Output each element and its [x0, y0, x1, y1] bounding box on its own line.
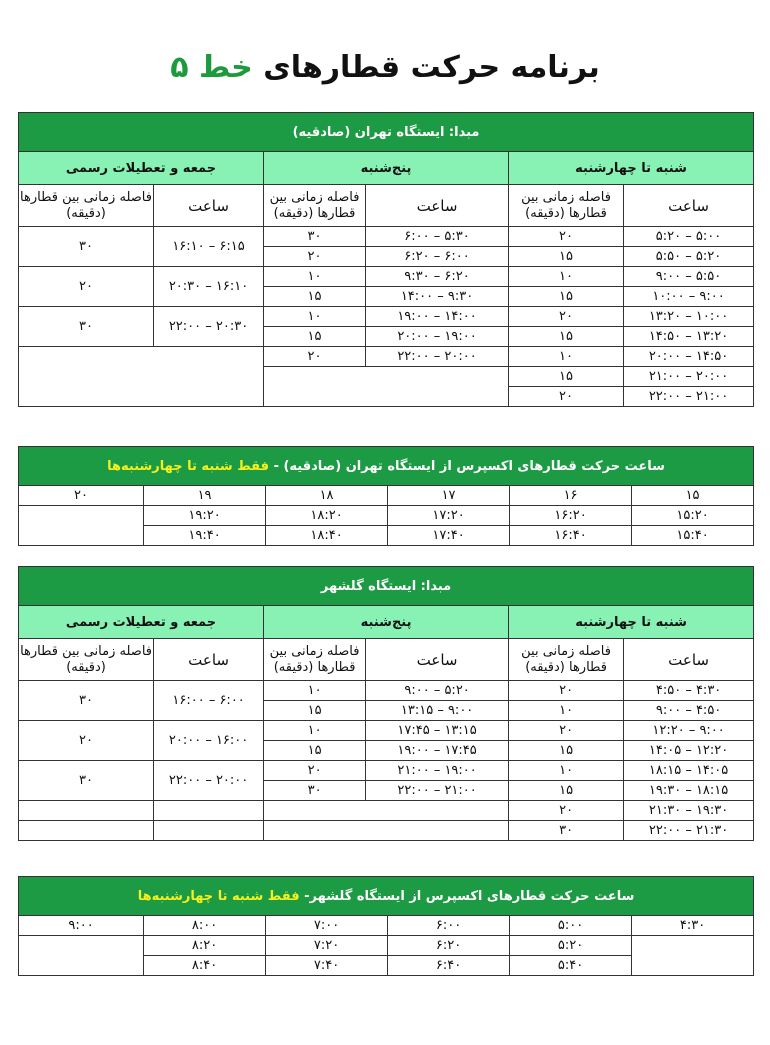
holiday-time: ۲۰:۳۰ – ۲۲:۰۰: [154, 307, 264, 347]
thursday-time: ۹:۳۰ – ۱۴:۰۰: [366, 287, 509, 307]
express-time: ۵:۴۰: [510, 956, 632, 976]
weekday-interval: ۲۰: [509, 801, 624, 821]
tehran-express-header: [19, 447, 754, 486]
title-text: برنامه حرکت قطارهای: [263, 50, 600, 85]
thursday-time: ۹:۰۰ – ۱۳:۱۵: [366, 701, 509, 721]
weekday-interval: ۱۵: [509, 287, 624, 307]
golshahr-express-table: [18, 876, 754, 976]
thursday-time: ۵:۳۰ – ۶:۰۰: [366, 227, 509, 247]
holiday-interval: ۲۰: [19, 721, 154, 761]
weekday-interval: ۲۰: [509, 681, 624, 701]
group-weekday: شنبه تا چهارشنبه: [509, 606, 754, 639]
title-line-number: خط ۵: [170, 50, 253, 85]
empty-cell: [19, 821, 154, 841]
col-time: ساعت: [366, 185, 509, 227]
group-weekday: شنبه تا چهارشنبه: [509, 152, 754, 185]
table-row: [19, 681, 754, 701]
holiday-time: ۲۰:۰۰ – ۲۲:۰۰: [154, 761, 264, 801]
thursday-interval: ۱۰: [264, 681, 366, 701]
golshahr-schedule-table: [18, 566, 754, 841]
empty-cell: [19, 347, 264, 407]
page-title: [0, 50, 770, 85]
weekday-time: ۵:۲۰ – ۵:۵۰: [624, 247, 754, 267]
table-row: [19, 227, 754, 247]
thursday-interval: ۱۰: [264, 307, 366, 327]
express-time: ۱۸:۴۰: [266, 526, 388, 546]
group-thursday: پنج‌شنبه: [264, 606, 509, 639]
holiday-interval: ۳۰: [19, 307, 154, 347]
thursday-interval: ۱۵: [264, 327, 366, 347]
holiday-time: ۶:۰۰ – ۱۶:۰۰: [154, 681, 264, 721]
thursday-time: ۲۰:۰۰ – ۲۲:۰۰: [366, 347, 509, 367]
weekday-time: ۱۴:۰۵ – ۱۸:۱۵: [624, 761, 754, 781]
table-row: [19, 821, 754, 841]
holiday-interval: ۳۰: [19, 227, 154, 267]
weekday-time: ۴:۳۰ – ۴:۵۰: [624, 681, 754, 701]
table-row: [19, 506, 754, 526]
express-time: ۶:۲۰: [388, 936, 510, 956]
thursday-time: ۱۴:۰۰ – ۱۹:۰۰: [366, 307, 509, 327]
thursday-interval: ۱۰: [264, 267, 366, 287]
group-holiday: جمعه و تعطیلات رسمی: [19, 606, 264, 639]
col-time: ساعت: [154, 639, 264, 681]
thursday-interval: ۱۵: [264, 287, 366, 307]
express-note: فقط شنبه تا چهارشنبه‌ها: [137, 888, 300, 904]
empty-cell: [154, 821, 264, 841]
col-interval: فاصله زمانی بین قطارها (دقیقه): [19, 185, 154, 227]
col-time: ساعت: [366, 639, 509, 681]
tehran-express-table: [18, 446, 754, 546]
holiday-time: ۱۶:۱۰ – ۲۰:۳۰: [154, 267, 264, 307]
express-title: ساعت حرکت قطارهای اکسپرس از ایستگاه تهران (صادقیه) -: [273, 458, 665, 474]
weekday-time: ۵:۵۰ – ۹:۰۰: [624, 267, 754, 287]
weekday-interval: ۱۵: [509, 367, 624, 387]
express-hour: ۱۵: [632, 486, 754, 506]
thursday-interval: ۲۰: [264, 761, 366, 781]
holiday-interval: ۳۰: [19, 761, 154, 801]
table-row: [19, 936, 754, 956]
express-time: ۱۶:۲۰: [510, 506, 632, 526]
weekday-interval: ۳۰: [509, 821, 624, 841]
empty-cell: [264, 367, 509, 407]
weekday-interval: ۱۰: [509, 267, 624, 287]
thursday-time: ۶:۰۰ – ۶:۲۰: [366, 247, 509, 267]
express-time: ۹:۰۰: [19, 916, 144, 936]
holiday-interval: ۳۰: [19, 681, 154, 721]
express-hour: ۲۰: [19, 486, 144, 506]
table-row: [19, 347, 754, 367]
thursday-time: ۶:۲۰ – ۹:۳۰: [366, 267, 509, 287]
thursday-time: ۱۹:۰۰ – ۲۰:۰۰: [366, 327, 509, 347]
col-interval: فاصله زمانی بین قطارها (دقیقه): [509, 185, 624, 227]
express-time: ۷:۰۰: [266, 916, 388, 936]
weekday-interval: ۱۵: [509, 327, 624, 347]
express-time: ۸:۴۰: [144, 956, 266, 976]
weekday-interval: ۱۵: [509, 741, 624, 761]
golshahr-origin-header: مبدا: ایستگاه گلشهر: [19, 567, 754, 606]
empty-cell: [154, 801, 264, 821]
weekday-time: ۵:۰۰ – ۵:۲۰: [624, 227, 754, 247]
col-interval: فاصله زمانی بین قطارها (دقیقه): [264, 185, 366, 227]
weekday-interval: ۱۵: [509, 247, 624, 267]
weekday-time: ۱۸:۱۵ – ۱۹:۳۰: [624, 781, 754, 801]
express-time: ۵:۰۰: [510, 916, 632, 936]
table-row: [19, 721, 754, 741]
weekday-time: ۱۰:۰۰ – ۱۳:۲۰: [624, 307, 754, 327]
thursday-interval: ۲۰: [264, 247, 366, 267]
holiday-time: ۱۶:۰۰ – ۲۰:۰۰: [154, 721, 264, 761]
empty-cell: [19, 801, 154, 821]
express-hour: ۱۸: [266, 486, 388, 506]
thursday-time: ۱۷:۴۵ – ۱۹:۰۰: [366, 741, 509, 761]
table-row: [19, 486, 754, 506]
express-time: ۶:۴۰: [388, 956, 510, 976]
express-note: فقط شنبه تا چهارشنبه‌ها: [107, 458, 270, 474]
express-time: ۱۷:۴۰: [388, 526, 510, 546]
weekday-time: ۲۱:۰۰ – ۲۲:۰۰: [624, 387, 754, 407]
express-time: ۱۵:۴۰: [632, 526, 754, 546]
weekday-interval: ۲۰: [509, 307, 624, 327]
col-interval: فاصله زمانی بین قطارها (دقیقه): [509, 639, 624, 681]
tehran-origin-header: مبدا: ایستگاه تهران (صادقیه): [19, 113, 754, 152]
express-time: ۱۷:۲۰: [388, 506, 510, 526]
express-time: ۸:۰۰: [144, 916, 266, 936]
col-interval: فاصله زمانی بین قطارها (دقیقه): [19, 639, 154, 681]
express-time: ۵:۲۰: [510, 936, 632, 956]
table-row: [19, 761, 754, 781]
thursday-time: ۱۹:۰۰ – ۲۱:۰۰: [366, 761, 509, 781]
express-time: ۱۸:۲۰: [266, 506, 388, 526]
thursday-time: ۲۱:۰۰ – ۲۲:۰۰: [366, 781, 509, 801]
weekday-interval: ۱۰: [509, 761, 624, 781]
express-time: ۱۹:۲۰: [144, 506, 266, 526]
thursday-time: ۵:۲۰ – ۹:۰۰: [366, 681, 509, 701]
weekday-time: ۹:۰۰ – ۱۲:۲۰: [624, 721, 754, 741]
express-time: ۴:۳۰: [632, 916, 754, 936]
weekday-time: ۲۰:۰۰ – ۲۱:۰۰: [624, 367, 754, 387]
thursday-interval: ۳۰: [264, 781, 366, 801]
thursday-interval: ۱۵: [264, 701, 366, 721]
express-time: ۱۵:۲۰: [632, 506, 754, 526]
thursday-interval: ۱۵: [264, 741, 366, 761]
weekday-time: ۱۴:۵۰ – ۲۰:۰۰: [624, 347, 754, 367]
weekday-time: ۱۲:۲۰ – ۱۴:۰۵: [624, 741, 754, 761]
table-row: [19, 307, 754, 327]
table-row: [19, 916, 754, 936]
holiday-time: ۶:۱۵ – ۱۶:۱۰: [154, 227, 264, 267]
weekday-time: ۹:۰۰ – ۱۰:۰۰: [624, 287, 754, 307]
col-time: ساعت: [624, 639, 754, 681]
thursday-time: ۱۳:۱۵ – ۱۷:۴۵: [366, 721, 509, 741]
weekday-time: ۴:۵۰ – ۹:۰۰: [624, 701, 754, 721]
table-row: [19, 801, 754, 821]
group-thursday: پنج‌شنبه: [264, 152, 509, 185]
express-time: ۶:۰۰: [388, 916, 510, 936]
weekday-time: ۱۳:۲۰ – ۱۴:۵۰: [624, 327, 754, 347]
express-time: ۷:۴۰: [266, 956, 388, 976]
weekday-interval: ۲۰: [509, 227, 624, 247]
empty-cell: [264, 821, 509, 841]
col-time: ساعت: [624, 185, 754, 227]
tehran-schedule-table: [18, 112, 754, 407]
express-time: ۷:۲۰: [266, 936, 388, 956]
thursday-interval: ۲۰: [264, 347, 366, 367]
col-time: ساعت: [154, 185, 264, 227]
express-hour: ۱۶: [510, 486, 632, 506]
express-hour: ۱۷: [388, 486, 510, 506]
weekday-interval: ۲۰: [509, 721, 624, 741]
empty-cell: [19, 506, 144, 546]
express-time: ۱۹:۴۰: [144, 526, 266, 546]
golshahr-express-header: [19, 877, 754, 916]
weekday-time: ۱۹:۳۰ – ۲۱:۳۰: [624, 801, 754, 821]
express-time: ۱۶:۴۰: [510, 526, 632, 546]
empty-cell: [632, 936, 754, 976]
group-holiday: جمعه و تعطیلات رسمی: [19, 152, 264, 185]
col-interval: فاصله زمانی بین قطارها (دقیقه): [264, 639, 366, 681]
express-time: ۸:۲۰: [144, 936, 266, 956]
express-title: ساعت حرکت قطارهای اکسپرس از ایستگاه گلشهر-: [304, 888, 635, 904]
weekday-time: ۲۱:۳۰ – ۲۲:۰۰: [624, 821, 754, 841]
holiday-interval: ۲۰: [19, 267, 154, 307]
weekday-interval: ۱۰: [509, 347, 624, 367]
weekday-interval: ۱۰: [509, 701, 624, 721]
empty-cell: [264, 801, 509, 821]
weekday-interval: ۲۰: [509, 387, 624, 407]
thursday-interval: ۳۰: [264, 227, 366, 247]
table-row: [19, 267, 754, 287]
express-hour: ۱۹: [144, 486, 266, 506]
weekday-interval: ۱۵: [509, 781, 624, 801]
empty-cell: [19, 936, 144, 976]
thursday-interval: ۱۰: [264, 721, 366, 741]
